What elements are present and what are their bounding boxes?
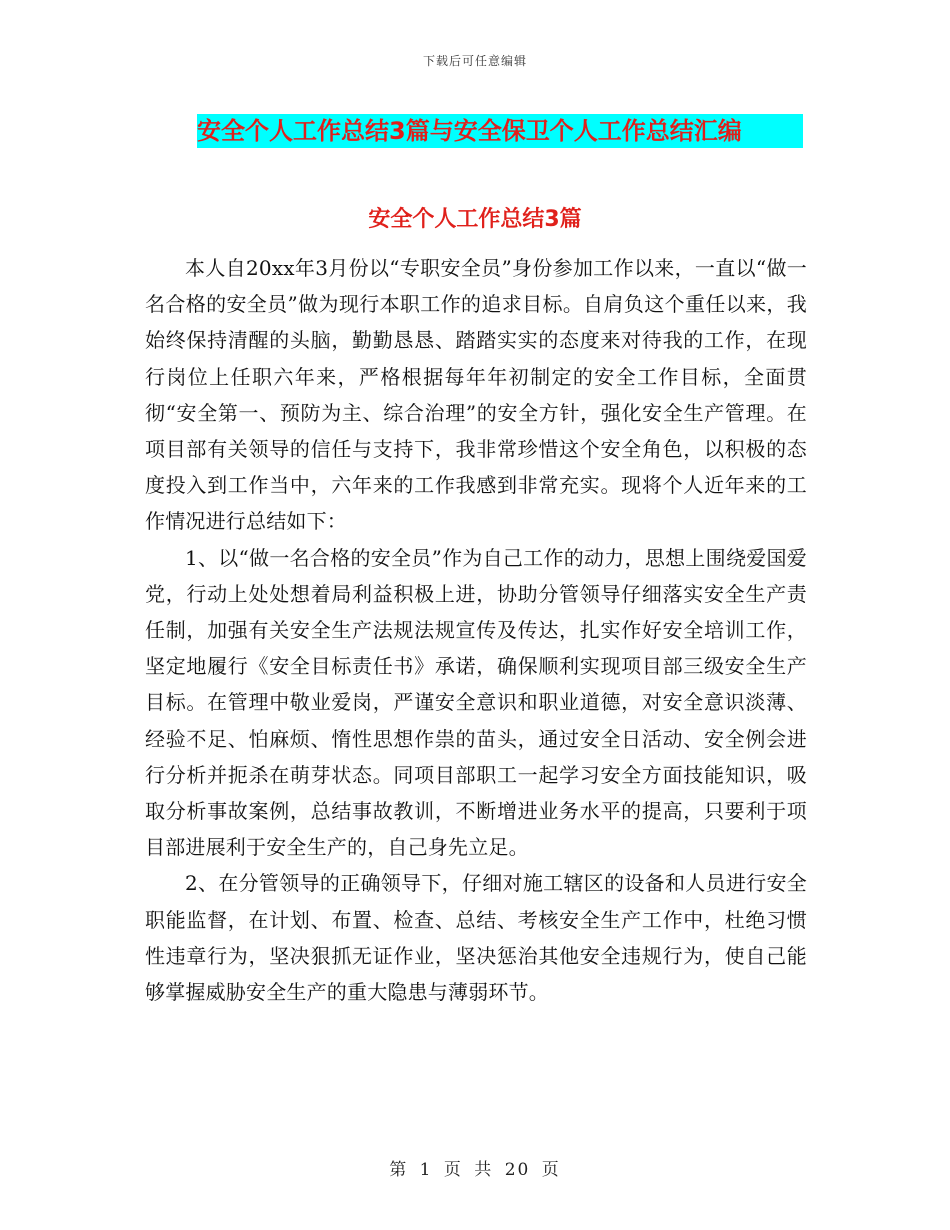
page-indicator: 第 1 页 共 20 页 [389,1160,561,1180]
header-note: 下载后可任意编辑 [422,54,527,68]
section-title: 安全个人工作总结3篇 [368,207,582,232]
paragraph-item-1: 1、以“做一名合格的安全员”作为自己工作的动力，思想上围绕爱国爱党，行动上处处想着局利益积极上进，协助分管领导仔细落实安全生产责任制，加强有关安全生产法规法规宣传及传达，扎实作好安全培训工作，坚定地履行《安全目标责任书》承诺，确保顺利实现项目部三级安全生产目标。在管理中敬业爱岗，严谨安全意识和职业道德，对安全意识淡薄、经验不足、怕麻烦、惰性思想作祟的苗头，通过安全日活动、安全例会进行分析并扼杀在萌芽状态。同项目部职工一起学习安全方面技能知识，吸取分析事故案例，总结事故教训，不断增进业务水平的提高，只要利于项目部进展利于安全生产的，自己身先立足。 [145,545,807,860]
document-title-highlight [197,114,803,148]
document-title: 安全个人工作总结3篇与安全保卫个人工作总结汇编 [197,114,803,148]
body-text [145,250,807,1010]
paragraph-item-2: 2、在分管领导的正确领导下，仔细对施工辖区的设备和人员进行安全职能监督，在计划、布置、检查、总结、考核安全生产工作中，杜绝习惯性违章行为，坚决狠抓无证作业，坚决惩治其他安全违规行为，使自己能够掌握威胁安全生产的重大隐患与薄弱环节。 [145,871,807,1005]
paragraph-intro: 本人自20xx年3月份以“专职安全员”身份参加工作以来，一直以“做一名合格的安全员”做为现行本职工作的追求目标。自肩负这个重任以来，我始终保持清醒的头脑，勤勤恳恳、踏踏实实的态度来对待我的工作，在现行岗位上任职六年来，严格根据每年年初制定的安全工作目标，全面贯彻“安全第一、预防为主、综合治理”的安全方针，强化安全生产管理。在项目部有关领导的信任与支持下，我非常珍惜这个安全角色，以积极的态度投入到工作当中，六年来的工作我感到非常充实。现将个人近年来的工作情况进行总结如下： [145,256,807,534]
